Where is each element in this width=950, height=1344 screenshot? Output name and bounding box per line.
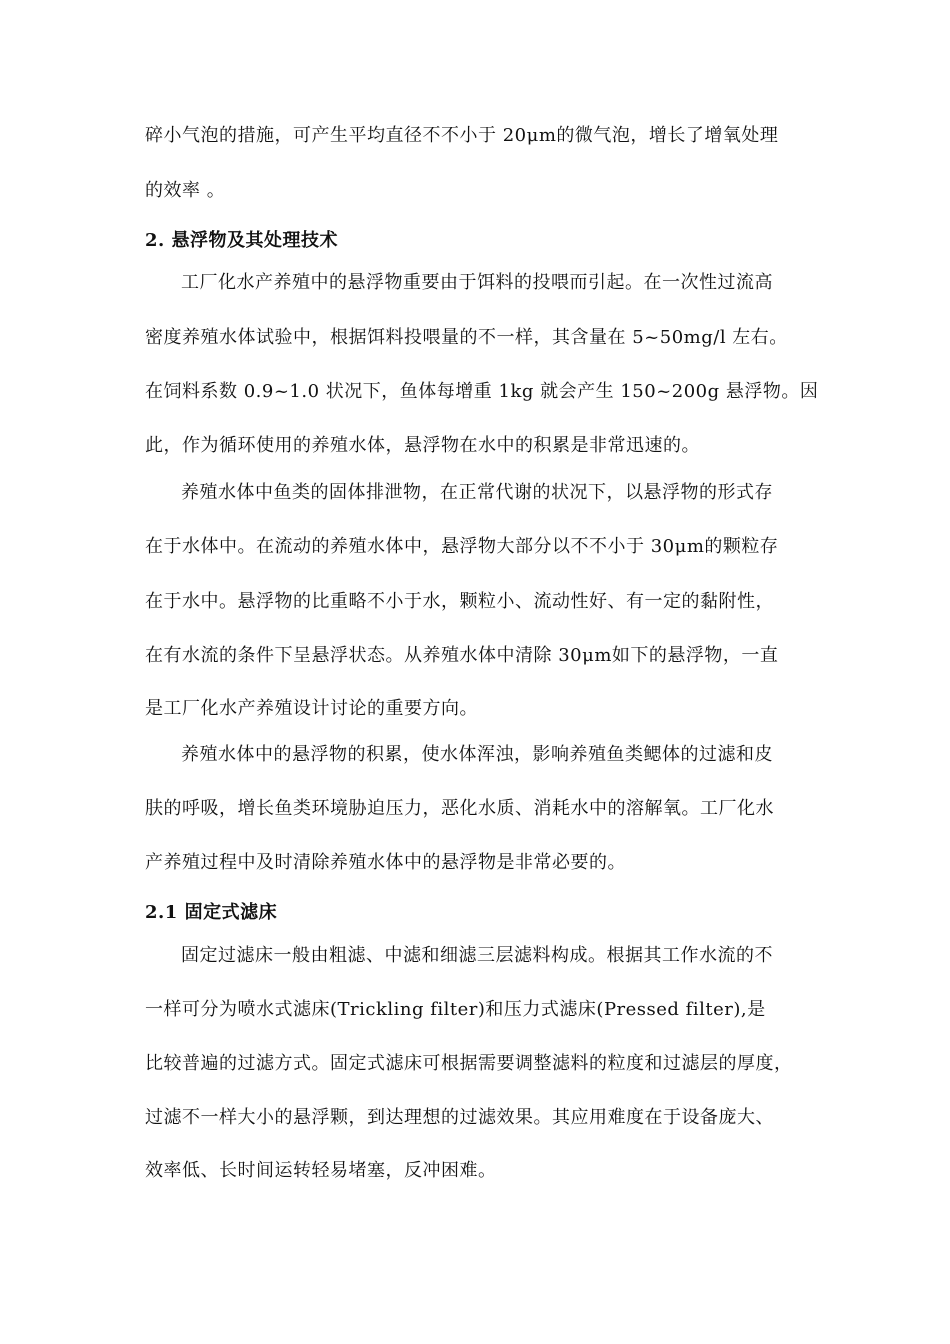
body-text-line: 一样可分为喷水式滤床(Trickling filter)和压力式滤床(Pressed filter),是 (145, 999, 766, 1020)
body-text-line: 固定过滤床一般由粗滤、中滤和细滤三层滤料构成。根据其工作水流的不 (181, 945, 773, 966)
body-text-line: 比较普遍的过滤方式。固定式滤床可根据需要调整滤料的粒度和过滤层的厚度， (145, 1053, 793, 1074)
body-text-line: 的效率 。 (145, 180, 226, 201)
body-text-line: 在于水中。悬浮物的比重略不小于水，颗粒小、流动性好、有一定的黏附性， (145, 591, 774, 612)
body-text-line: 工厂化水产养殖中的悬浮物重要由于饵料的投喂而引起。在一次性过流高 (181, 272, 773, 293)
body-text-line: 过滤不一样大小的悬浮颗，到达理想的过滤效果。其应用难度在于设备庞大、 (145, 1107, 774, 1128)
body-text-line: 效率低、长时间运转轻易堵塞，反冲困难。 (145, 1160, 497, 1181)
subsection-heading: 2.1 固定式滤床 (145, 902, 278, 923)
body-text-line: 碎小气泡的措施，可产生平均直径不不小于 20μm的微气泡，增长了增氧处理 (145, 125, 779, 146)
body-text-line: 养殖水体中的悬浮物的积累，使水体浑浊，影响养殖鱼类鳃体的过滤和皮 (181, 744, 773, 765)
body-text-line: 在有水流的条件下呈悬浮状态。从养殖水体中清除 30μm如下的悬浮物，一直 (145, 645, 779, 666)
body-text-line: 是工厂化水产养殖设计讨论的重要方向。 (145, 698, 478, 719)
body-text-line: 肤的呼吸，增长鱼类环境胁迫压力，恶化水质、消耗水中的溶解氧。工厂化水 (145, 798, 774, 819)
body-text-line: 养殖水体中鱼类的固体排泄物，在正常代谢的状况下，以悬浮物的形式存 (181, 482, 773, 503)
body-text-line: 在饲料系数 0.9~1.0 状况下，鱼体每增重 1kg 就会产生 150~200g 悬浮物。因 (145, 381, 819, 402)
section-heading: 2. 悬浮物及其处理技术 (145, 230, 339, 251)
body-text-line: 密度养殖水体试验中，根据饵料投喂量的不一样，其含量在 5~50mg/l 左右。 (145, 327, 788, 348)
body-text-line: 产养殖过程中及时清除养殖水体中的悬浮物是非常必要的。 (145, 852, 626, 873)
body-text-line: 此，作为循环使用的养殖水体，悬浮物在水中的积累是非常迅速的。 (145, 435, 700, 456)
body-text-line: 在于水体中。在流动的养殖水体中，悬浮物大部分以不不小于 30μm的颗粒存 (145, 536, 779, 557)
